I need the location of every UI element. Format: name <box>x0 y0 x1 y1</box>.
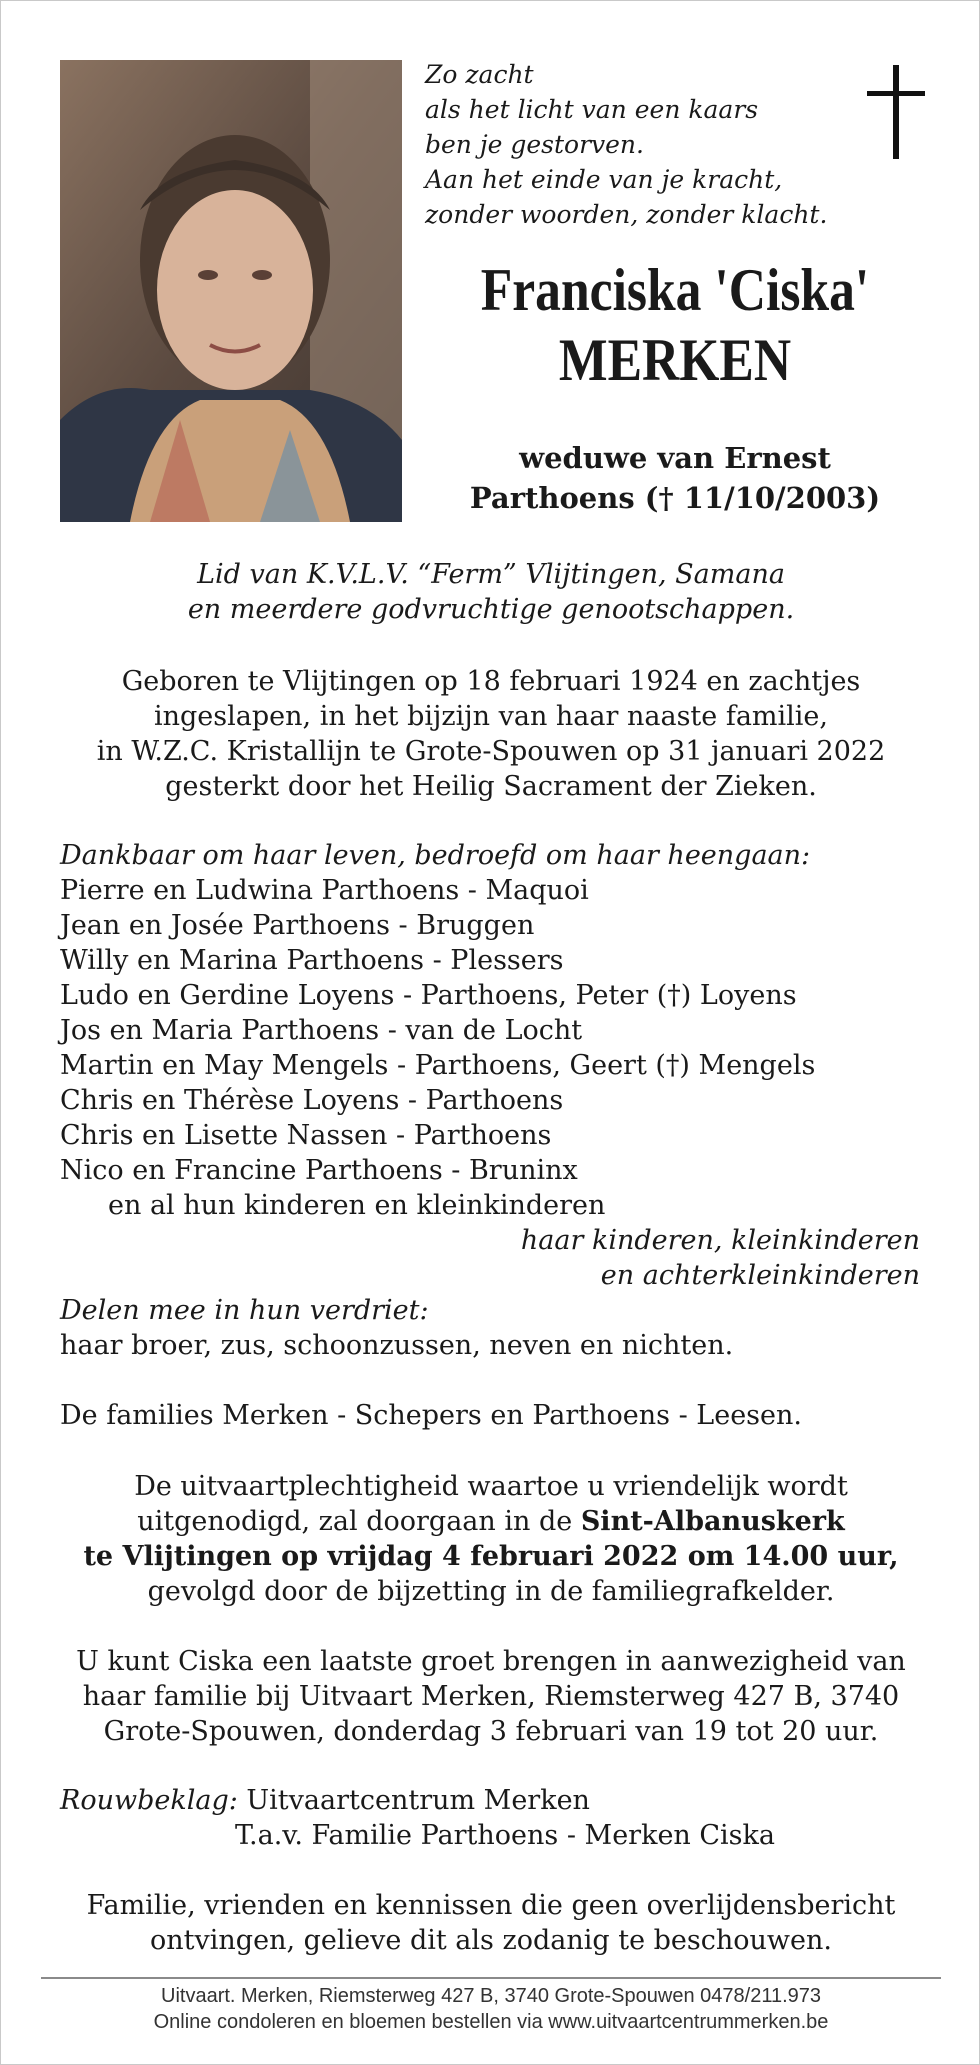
visit-line: haar familie bij Uitvaart Merken, Riemsterweg 427 B, 3740 <box>82 1681 900 1712</box>
family-kids: en al hun kinderen en kleinkinderen <box>108 1190 606 1221</box>
cross-icon <box>861 61 931 161</box>
family-member: Nico en Francine Parthoens - Bruninx <box>60 1155 578 1186</box>
poem-line: zonder woorden, zonder klacht. <box>425 200 828 229</box>
poem-line: Zo zacht <box>425 60 534 89</box>
condolence-org: Uitvaartcentrum Merken <box>237 1785 590 1816</box>
funeral-line: De uitvaartplechtigheid waartoe u vriendelijk wordt <box>134 1471 848 1502</box>
family-member: Jean en Josée Parthoens - Bruggen <box>60 910 535 941</box>
birth-line: ingeslapen, in het bijzijn van haar naaste familie, <box>154 701 828 732</box>
birth-line: gesterkt door het Heilig Sacrament der Zieken. <box>165 771 817 802</box>
widow-line: Parthoens († 11/10/2003) <box>469 481 881 515</box>
membership-line: en meerdere godvruchtige genootschappen. <box>187 594 795 625</box>
membership <box>41 557 941 627</box>
family-signature: haar kinderen, kleinkinderen <box>520 1225 920 1256</box>
family-member: Ludo en Gerdine Loyens - Parthoens, Peter (†) Loyens <box>60 980 797 1011</box>
condolence-label: Rouwbeklag: <box>60 1785 238 1816</box>
name-first: Franciska 'Ciska' <box>480 257 870 323</box>
footer-website: Online condoleren en bloemen bestellen via www.uitvaartcentrummerken.be <box>153 2011 829 2033</box>
widow-line: weduwe van Ernest <box>519 441 831 475</box>
family-member: Pierre en Ludwina Parthoens - Maquoi <box>60 875 589 906</box>
funeral-text: uitgenodigd, zal doorgaan in de <box>137 1506 581 1537</box>
birth-line: in W.Z.C. Kristallijn te Grote-Spouwen op 31 januari 2022 <box>96 736 886 767</box>
funeral-paragraph <box>41 1469 941 1609</box>
family-member: Chris en Thérèse Loyens - Parthoens <box>60 1085 564 1116</box>
condolence-attn: T.a.v. Familie Parthoens - Merken Ciska <box>235 1820 775 1851</box>
birth-line: Geboren te Vlijtingen op 18 februari 1924 en zachtjes <box>121 666 861 697</box>
family-section <box>60 838 940 1433</box>
portrait-photo <box>60 60 402 522</box>
visit-line: Grote-Spouwen, donderdag 3 februari van 19 tot 20 uur. <box>103 1716 879 1747</box>
poem-line: Aan het einde van je kracht, <box>425 165 783 194</box>
name-last: MERKEN <box>558 327 792 393</box>
visit-paragraph <box>41 1644 941 1749</box>
poem <box>425 57 845 232</box>
footer <box>41 1983 941 2035</box>
membership-line: Lid van K.V.L.V. “Ferm” Vlijtingen, Samana <box>197 559 785 590</box>
family-member: Martin en May Mengels - Parthoens, Geert (†) Mengels <box>60 1050 816 1081</box>
share-intro: Delen mee in hun verdriet: <box>60 1295 429 1326</box>
spacer <box>60 1363 940 1398</box>
funeral-date: te Vlijtingen op vrijdag 4 februari 2022 om 14.00 uur, <box>83 1541 899 1572</box>
notice-line: ontvingen, gelieve dit als zodanig te beschouwen. <box>150 1925 832 1956</box>
widow-of <box>425 438 925 518</box>
notice-line: Familie, vrienden en kennissen die geen overlijdensbericht <box>86 1890 896 1921</box>
church-name: Sint-Albanuskerk <box>580 1506 845 1537</box>
family-member: Chris en Lisette Nassen - Parthoens <box>60 1120 552 1151</box>
condolence-section <box>60 1783 940 1853</box>
footer-address: Uitvaart. Merken, Riemsterweg 427 B, 3740 Grote-Spouwen 0478/211.973 <box>161 1985 821 2007</box>
poem-line: als het licht van een kaars <box>425 95 759 124</box>
birth-paragraph <box>41 664 941 804</box>
funeral-line: gevolgd door de bijzetting in de familiegrafkelder. <box>147 1576 835 1607</box>
funeral-line <box>41 1504 941 1539</box>
condolence-line <box>60 1783 940 1818</box>
share-text: haar broer, zus, schoonzussen, neven en nichten. <box>60 1330 734 1361</box>
footer-divider <box>41 1977 941 1979</box>
family-member: Willy en Marina Parthoens - Plessers <box>60 945 564 976</box>
deceased-name <box>460 255 890 395</box>
family-member: Jos en Maria Parthoens - van de Locht <box>60 1015 583 1046</box>
families-text: De families Merken - Schepers en Parthoens - Leesen. <box>60 1400 802 1431</box>
notice-paragraph <box>41 1888 941 1958</box>
family-signature: en achterkleinkinderen <box>600 1260 920 1291</box>
poem-line: ben je gestorven. <box>425 130 644 159</box>
visit-line: U kunt Ciska een laatste groet brengen in aanwezigheid van <box>76 1646 906 1677</box>
family-intro: Dankbaar om haar leven, bedroefd om haar heengaan: <box>60 840 811 871</box>
